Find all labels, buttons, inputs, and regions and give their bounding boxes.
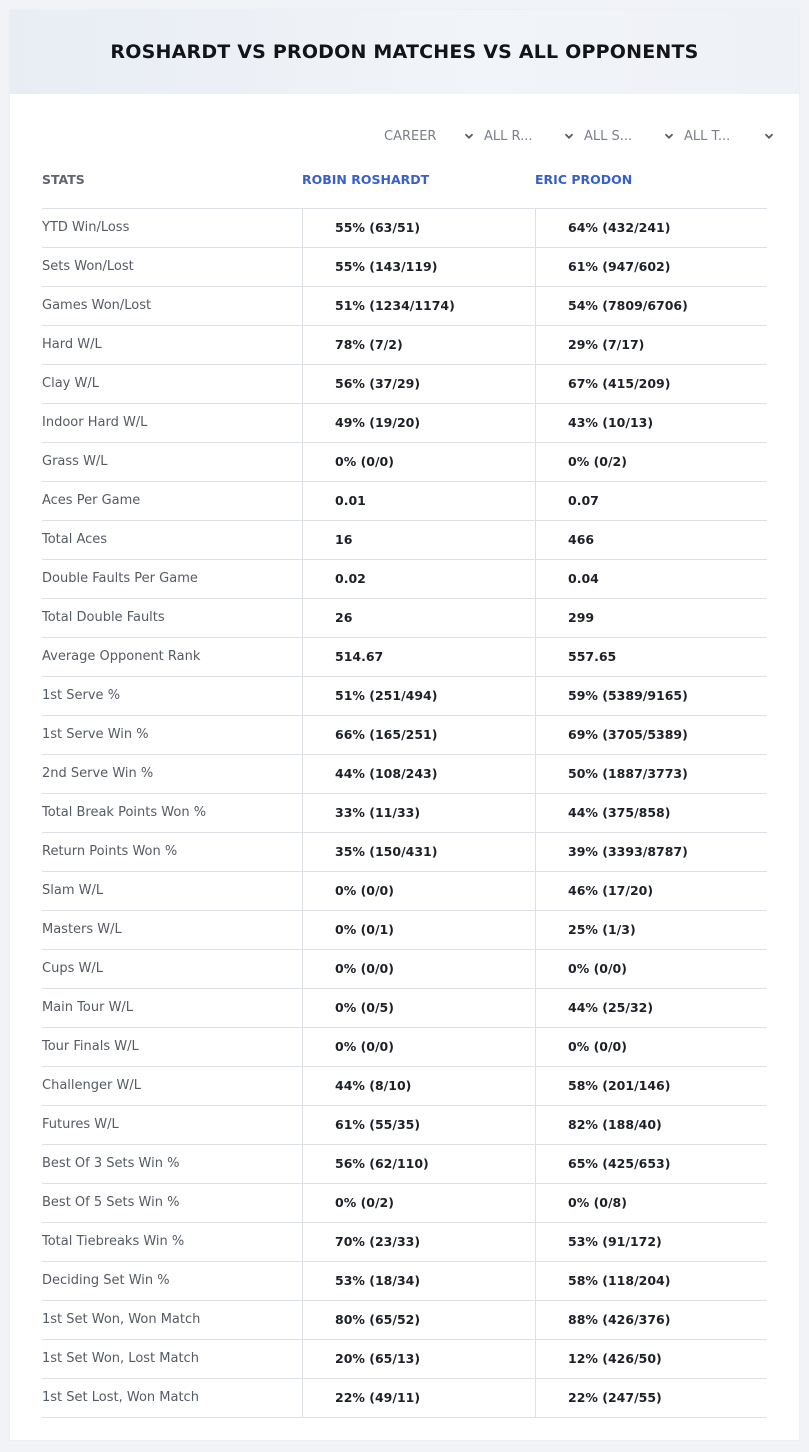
column-header-stats: STATS [42, 172, 85, 187]
player1-value: 16 [302, 521, 535, 559]
column-header-player2-link[interactable]: ERIC PRODON [535, 172, 633, 187]
table-row [42, 365, 767, 404]
player2-value: 22% (247/55) [535, 1379, 767, 1417]
stat-label: Indoor Hard W/L [42, 415, 148, 430]
player1-value: 44% (108/243) [302, 755, 535, 793]
player2-value: 29% (7/17) [535, 326, 767, 364]
stat-label: 1st Set Won, Lost Match [42, 1351, 199, 1366]
table-row [42, 1106, 767, 1145]
stat-label: Slam W/L [42, 883, 104, 898]
player2-value: 0.04 [535, 560, 767, 598]
table-row [42, 326, 767, 365]
stat-label: Total Tiebreaks Win % [42, 1234, 185, 1249]
player1-value: 0% (0/1) [302, 911, 535, 949]
player2-value: 0% (0/2) [535, 443, 767, 481]
stat-label: Return Points Won % [42, 844, 178, 859]
player1-value: 56% (62/110) [302, 1145, 535, 1183]
player2-value: 58% (118/204) [535, 1262, 767, 1300]
stat-label: Best Of 5 Sets Win % [42, 1195, 180, 1210]
table-row [42, 599, 767, 638]
chevron-down-icon [764, 131, 774, 141]
player1-value: 26 [302, 599, 535, 637]
player2-value: 12% (426/50) [535, 1340, 767, 1378]
chevron-down-icon [464, 131, 474, 141]
stat-label: Hard W/L [42, 337, 102, 352]
column-header-player1-link[interactable]: ROBIN ROSHARDT [302, 172, 430, 187]
player2-value: 69% (3705/5389) [535, 716, 767, 754]
table-row [42, 560, 767, 599]
player1-value: 53% (18/34) [302, 1262, 535, 1300]
table-row [42, 833, 767, 872]
chevron-down-icon [564, 131, 574, 141]
player1-value: 0.02 [302, 560, 535, 598]
stat-label: Cups W/L [42, 961, 103, 976]
player1-value: 51% (1234/1174) [302, 287, 535, 325]
stat-label: 1st Set Won, Won Match [42, 1312, 201, 1327]
player1-value: 0% (0/0) [302, 443, 535, 481]
player2-value: 557.65 [535, 638, 767, 676]
table-row [42, 911, 767, 950]
player1-value: 49% (19/20) [302, 404, 535, 442]
stat-label: Deciding Set Win % [42, 1273, 170, 1288]
stat-label: Best Of 3 Sets Win % [42, 1156, 180, 1171]
player1-value: 33% (11/33) [302, 794, 535, 832]
player1-value: 0% (0/5) [302, 989, 535, 1027]
table-row [42, 638, 767, 677]
filter-label: CAREER [384, 128, 437, 144]
player1-value: 514.67 [302, 638, 535, 676]
player2-value: 61% (947/602) [535, 248, 767, 286]
player1-value: 22% (49/11) [302, 1379, 535, 1417]
player1-value: 0% (0/0) [302, 950, 535, 988]
player1-value: 80% (65/52) [302, 1301, 535, 1339]
stat-label: 1st Set Lost, Won Match [42, 1390, 199, 1405]
table-row [42, 1223, 767, 1262]
filter-label: ALL R... [484, 128, 533, 144]
player1-value: 61% (55/35) [302, 1106, 535, 1144]
filter-surface-select[interactable] [584, 126, 684, 146]
stat-label: Sets Won/Lost [42, 259, 134, 274]
stat-label: Games Won/Lost [42, 298, 152, 313]
table-row [42, 1379, 767, 1418]
stats-card [10, 10, 799, 1440]
table-row [42, 443, 767, 482]
table-row [42, 248, 767, 287]
player2-value: 82% (188/40) [535, 1106, 767, 1144]
player1-value: 20% (65/13) [302, 1340, 535, 1378]
player2-value: 0.07 [535, 482, 767, 520]
player1-value: 35% (150/431) [302, 833, 535, 871]
player2-value: 25% (1/3) [535, 911, 767, 949]
player1-value: 55% (143/119) [302, 248, 535, 286]
stat-label: Grass W/L [42, 454, 108, 469]
page-header [10, 10, 799, 94]
table-row [42, 950, 767, 989]
player1-value: 0% (0/0) [302, 1028, 535, 1066]
stat-label: Aces Per Game [42, 493, 141, 508]
player1-value: 66% (165/251) [302, 716, 535, 754]
stat-label: Main Tour W/L [42, 1000, 134, 1015]
player2-value: 46% (17/20) [535, 872, 767, 910]
stat-label: Futures W/L [42, 1117, 119, 1132]
table-row [42, 1340, 767, 1379]
player1-value: 56% (37/29) [302, 365, 535, 403]
filter-round-select[interactable] [484, 126, 584, 146]
table-row [42, 1145, 767, 1184]
player2-value: 59% (5389/9165) [535, 677, 767, 715]
player2-value: 58% (201/146) [535, 1067, 767, 1105]
stat-label: Challenger W/L [42, 1078, 141, 1093]
chevron-down-icon [664, 131, 674, 141]
player2-value: 0% (0/8) [535, 1184, 767, 1222]
player1-value: 51% (251/494) [302, 677, 535, 715]
player2-value: 64% (432/241) [535, 209, 767, 247]
table-row [42, 287, 767, 326]
table-row [42, 1262, 767, 1301]
stat-label: 1st Serve Win % [42, 727, 149, 742]
player2-value: 53% (91/172) [535, 1223, 767, 1261]
stats-table [42, 208, 767, 1418]
filter-period-select[interactable] [384, 126, 484, 146]
table-row [42, 716, 767, 755]
stat-label: 1st Serve % [42, 688, 121, 703]
player1-value: 70% (23/33) [302, 1223, 535, 1261]
table-row [42, 1028, 767, 1067]
table-row [42, 1301, 767, 1340]
player2-value: 299 [535, 599, 767, 637]
player2-value: 39% (3393/8787) [535, 833, 767, 871]
table-row [42, 755, 767, 794]
player2-value: 65% (425/653) [535, 1145, 767, 1183]
table-row [42, 521, 767, 560]
table-row [42, 209, 767, 248]
player1-value: 55% (63/51) [302, 209, 535, 247]
player2-value: 54% (7809/6706) [535, 287, 767, 325]
page-title: ROSHARDT VS PRODON MATCHES VS ALL OPPONENTS [110, 41, 699, 63]
table-header [42, 172, 767, 208]
table-row [42, 677, 767, 716]
stat-label: Tour Finals W/L [42, 1039, 139, 1054]
table-row [42, 1184, 767, 1223]
stat-label: Total Aces [42, 532, 108, 547]
stat-label: Double Faults Per Game [42, 571, 198, 586]
stat-label: 2nd Serve Win % [42, 766, 154, 781]
table-row [42, 794, 767, 833]
stat-label: YTD Win/Loss [42, 220, 130, 235]
filter-label: ALL S... [584, 128, 633, 144]
stat-label: Total Double Faults [42, 610, 165, 625]
filter-label: ALL T... [684, 128, 731, 144]
table-row [42, 482, 767, 521]
player2-value: 67% (415/209) [535, 365, 767, 403]
player2-value: 44% (375/858) [535, 794, 767, 832]
table-row [42, 404, 767, 443]
stat-label: Clay W/L [42, 376, 99, 391]
table-row [42, 989, 767, 1028]
player2-value: 43% (10/13) [535, 404, 767, 442]
stat-label: Masters W/L [42, 922, 122, 937]
table-row [42, 872, 767, 911]
table-row [42, 1067, 767, 1106]
player1-value: 0% (0/0) [302, 872, 535, 910]
filter-bar [384, 126, 784, 146]
stat-label: Total Break Points Won % [42, 805, 207, 820]
player2-value: 0% (0/0) [535, 950, 767, 988]
player2-value: 50% (1887/3773) [535, 755, 767, 793]
player2-value: 44% (25/32) [535, 989, 767, 1027]
player1-value: 0.01 [302, 482, 535, 520]
player2-value: 0% (0/0) [535, 1028, 767, 1066]
stat-label: Average Opponent Rank [42, 649, 201, 664]
player2-value: 88% (426/376) [535, 1301, 767, 1339]
filter-tournament-select[interactable] [684, 126, 784, 146]
player1-value: 0% (0/2) [302, 1184, 535, 1222]
player1-value: 44% (8/10) [302, 1067, 535, 1105]
player1-value: 78% (7/2) [302, 326, 535, 364]
player2-value: 466 [535, 521, 767, 559]
